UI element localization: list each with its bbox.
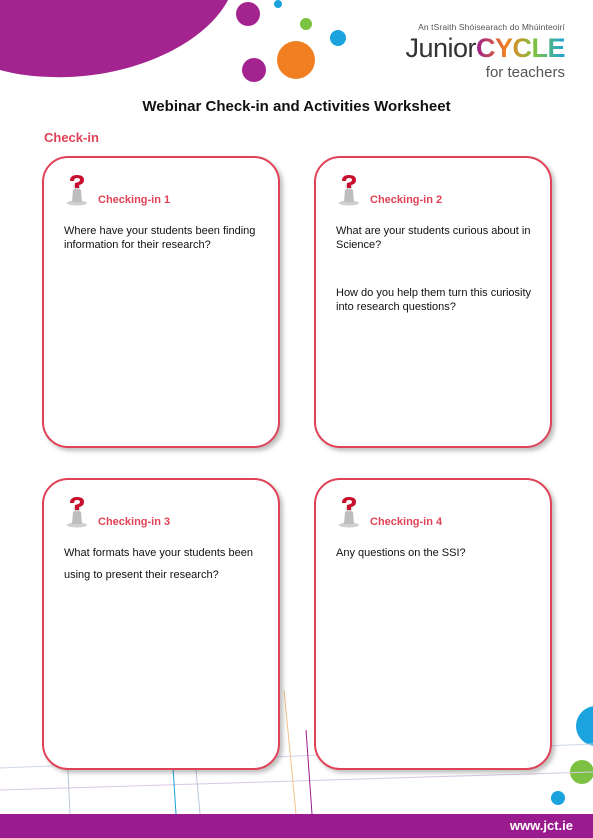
decor-dot-green-small — [300, 18, 312, 30]
decor-dot-blue-right-small — [551, 791, 565, 805]
question-person-icon — [66, 174, 88, 206]
card-question: What are your students curious about in Science? — [336, 225, 531, 251]
card-question: Where have your students been finding information for their research? — [64, 225, 256, 251]
logo-tagline: An tSraith Shóisearach do Mhúinteoirí — [418, 22, 565, 32]
card-body — [64, 224, 262, 286]
junior-cycle-logo — [405, 22, 565, 81]
checkin-card-1 — [42, 156, 280, 448]
card-title: Checking-in 1 — [98, 194, 171, 206]
card-question: How do you help them turn this curiosity into research questions? — [336, 287, 532, 313]
card-body — [336, 546, 534, 594]
footer-bar — [0, 814, 593, 838]
section-heading-check-in: Check-in — [44, 130, 99, 145]
card-title: Checking-in 2 — [370, 194, 443, 206]
card-title: Checking-in 3 — [98, 516, 171, 528]
logo-word-junior: Junior — [405, 33, 476, 63]
checkin-card-4 — [314, 478, 552, 770]
checkin-card-3 — [42, 478, 280, 770]
card-body — [336, 224, 534, 348]
top-left-purple-swoosh — [0, 0, 228, 77]
footer-website-link[interactable]: www.jct.ie — [509, 818, 573, 833]
decor-dot-blue-small — [330, 30, 346, 46]
decor-dot-blue-tiny — [274, 0, 282, 8]
decor-dot-purple-medium — [242, 58, 266, 82]
question-person-icon — [66, 496, 88, 528]
question-person-icon — [338, 496, 360, 528]
logo-subtitle: for teachers — [485, 64, 565, 81]
decor-dot-blue-right — [576, 706, 593, 746]
card-question: Any questions on the SSI? — [336, 547, 466, 559]
decor-dot-orange-large — [277, 41, 315, 79]
card-question: What formats have your students been using to present their research? — [64, 547, 253, 581]
card-title: Checking-in 4 — [370, 516, 443, 528]
logo-wordmark — [405, 35, 565, 62]
logo-letters: CYCLE — [475, 33, 565, 63]
question-person-icon — [338, 174, 360, 206]
card-body — [64, 542, 262, 620]
decor-dot-purple-small — [236, 2, 260, 26]
checkin-card-2 — [314, 156, 552, 448]
logo-word-cycle — [476, 33, 565, 63]
page-title: Webinar Check-in and Activities Worksheet — [142, 98, 451, 115]
